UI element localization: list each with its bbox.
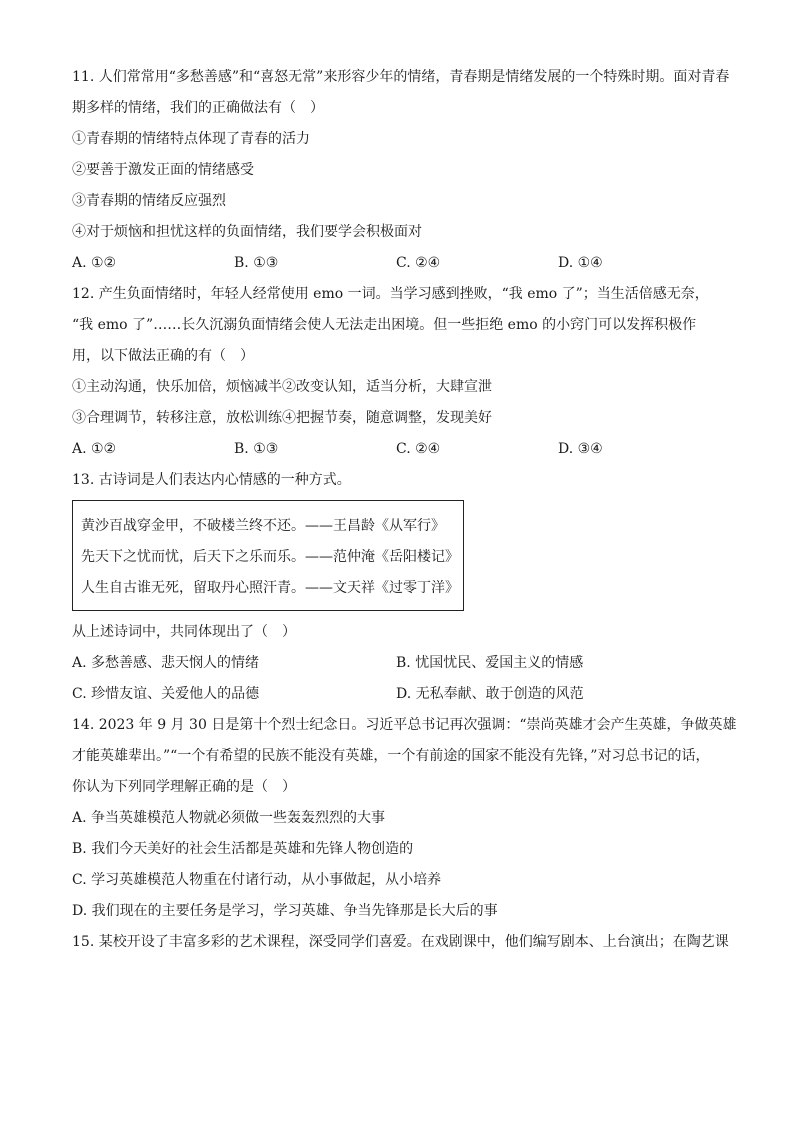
q11-item-2: ②要善于激发正面的情绪感受 — [72, 162, 254, 178]
q12-stem-line2: “我 emo 了”……长久沉溺负面情绪会使人无法走出困境。但一些拒绝 emo 的小窍门可以发挥积极作 — [72, 317, 697, 333]
q13-options-row1 — [72, 648, 732, 679]
q11-stem-line1: 11. 人们常常用“多愁善感”和“喜怒无常”来形容少年的情绪，青春期是情绪发展的一个特殊时期。面对青春 — [72, 69, 730, 85]
q11-stem-line2: 期多样的情绪，我们的正确做法有（ ） — [72, 100, 324, 116]
q13-option-d: D. 无私奉献、敢于创造的风范 — [396, 686, 584, 702]
q14-stem-line3: 你认为下列同学理解正确的是（ ） — [72, 779, 296, 795]
q14-option-b: B. 我们今天美好的社会生活都是英雄和先锋人物创造的 — [72, 841, 414, 857]
q12-item-2: ③合理调节，转移注意，放松训练④把握节奏，随意调整，发现美好 — [72, 410, 492, 426]
poem-box — [72, 500, 464, 611]
q13-option-b: B. 忧国忧民、爱国主义的情感 — [396, 655, 584, 671]
q13-options-row2 — [72, 679, 732, 710]
q11-option-a: A. ①② — [72, 255, 117, 271]
q14-stem-line2: 才能英雄辈出。”“一个有希望的民族不能没有英雄，一个有前途的国家不能没有先锋，”对习总书记的话， — [72, 748, 710, 764]
question-12 — [72, 279, 732, 465]
q11-item-4: ④对于烦恼和担忧这样的负面情绪，我们要学会积极面对 — [72, 224, 422, 240]
q12-option-b: B. ①③ — [234, 441, 279, 457]
q12-stem-line3: 用，以下做法正确的有（ ） — [72, 348, 254, 364]
q14-option-d: D. 我们现在的主要任务是学习，学习英雄、争当先锋那是长大后的事 — [72, 903, 498, 919]
q12-stem-line1: 12. 产生负面情绪时，年轻人经常使用 emo 一词。当学习感到挫败，“我 emo 了”；当生活倍感无奈， — [72, 286, 709, 302]
exam-page — [72, 62, 737, 958]
q14-option-a: A. 争当英雄模范人物就必须做一些轰轰烈烈的大事 — [72, 810, 386, 826]
q13-stem: 13. 古诗词是人们表达内心情感的一种方式。 — [72, 472, 351, 488]
question-11 — [72, 62, 732, 279]
q14-stem-line1: 14. 2023 年 9 月 30 日是第十个烈士纪念日。习近平总书记再次强调：“崇尚英雄才会产生英雄，争做英雄 — [72, 717, 737, 733]
question-14 — [72, 710, 737, 927]
q11-item-3: ③青春期的情绪反应强烈 — [72, 193, 226, 209]
question-13 — [72, 465, 732, 710]
q14-option-c: C. 学习英雄模范人物重在付诸行动，从小事做起，从小培养 — [72, 872, 442, 888]
q13-option-c: C. 珍惜友谊、关爱他人的品德 — [72, 686, 260, 702]
question-15 — [72, 927, 732, 958]
q11-option-b: B. ①③ — [234, 255, 279, 271]
q12-option-a: A. ①② — [72, 441, 117, 457]
q13-question: 从上述诗词中，共同体现出了（ ） — [72, 624, 296, 640]
q11-item-1: ①青春期的情绪特点体现了青春的活力 — [72, 131, 310, 147]
poem-line-3: 人生自古谁无死，留取丹心照汗青。——文天祥《过零丁洋》 — [81, 580, 459, 596]
poem-line-2: 先天下之忧而忧，后天下之乐而乐。——范仲淹《岳阳楼记》 — [81, 549, 459, 565]
q13-option-a: A. 多愁善感、悲天悯人的情绪 — [72, 655, 260, 671]
q12-item-1: ①主动沟通，快乐加倍，烦恼减半②改变认知，适当分析，大肆宣泄 — [72, 379, 492, 395]
q11-option-c: C. ②④ — [396, 255, 441, 271]
poem-line-1: 黄沙百战穿金甲，不破楼兰终不还。——王昌龄《从军行》 — [81, 518, 445, 534]
q12-option-c: C. ②④ — [396, 441, 441, 457]
q12-option-d: D. ③④ — [558, 441, 603, 457]
q12-options — [72, 434, 732, 465]
q11-options — [72, 248, 732, 279]
q15-stem-line1: 15. 某校开设了丰富多彩的艺术课程，深受同学们喜爱。在戏剧课中，他们编写剧本、上台演出；在陶艺课 — [72, 934, 729, 950]
q11-option-d: D. ①④ — [558, 255, 603, 271]
